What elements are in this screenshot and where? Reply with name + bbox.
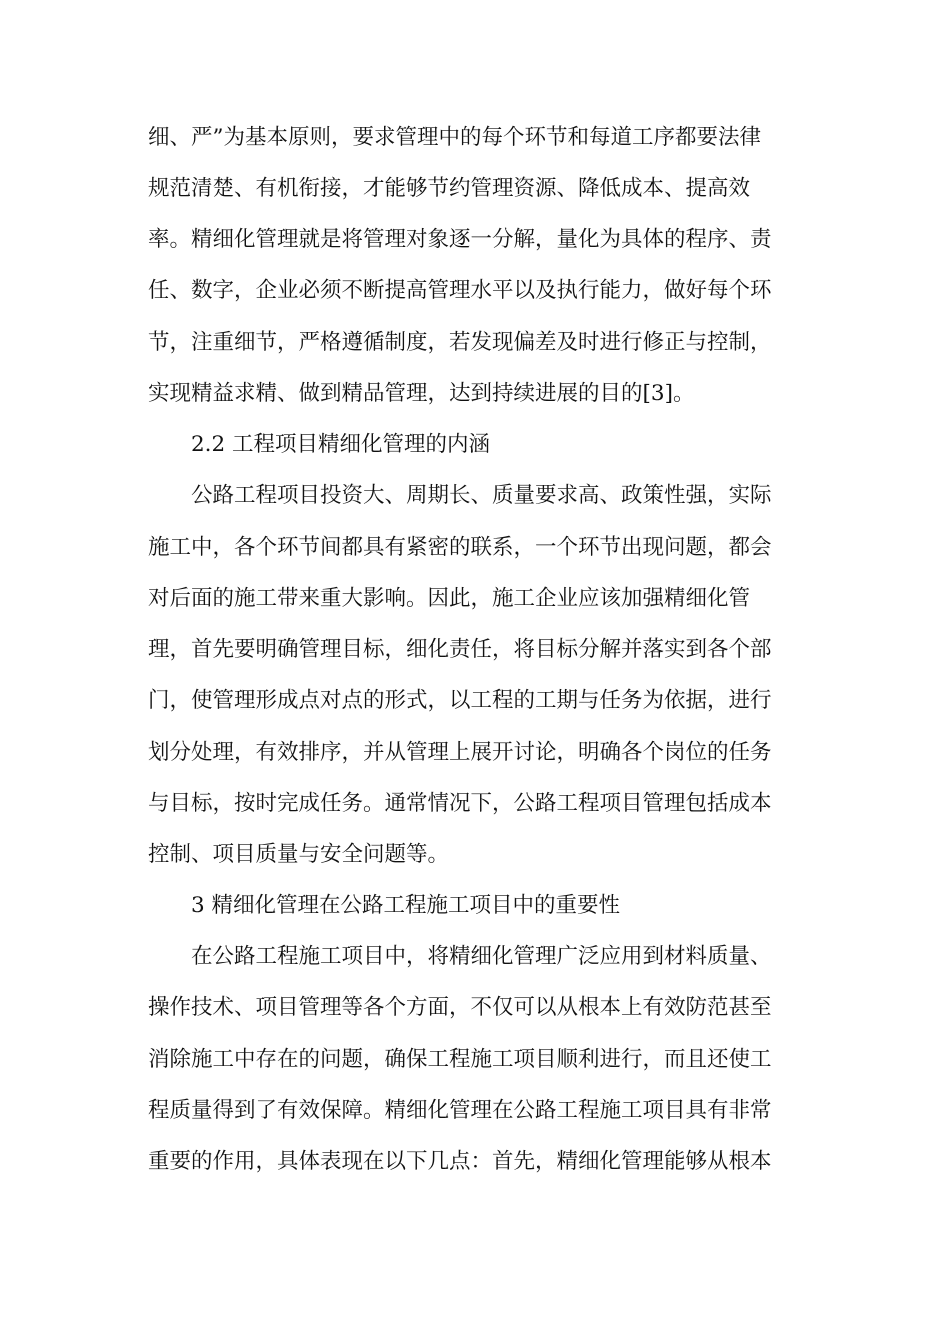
text-line: 细、严”为基本原则，要求管理中的每个环节和每道工序都要法律 bbox=[148, 125, 761, 150]
text-line: 任、数字，企业必须不断提高管理水平以及执行能力，做好每个环 bbox=[148, 278, 772, 303]
text-line: 理，首先要明确管理目标，细化责任，将目标分解并落实到各个部 bbox=[148, 637, 772, 662]
text-line: 消除施工中存在的问题，确保工程施工项目顺利进行，而且还使工 bbox=[148, 1047, 772, 1072]
text-line: 规范清楚、有机衔接，才能够节约管理资源、降低成本、提高效 bbox=[148, 176, 751, 201]
text-line: 公路工程项目投资大、周期长、质量要求高、政策性强，实际 bbox=[191, 483, 772, 508]
text-line: 程质量得到了有效保障。精细化管理在公路工程施工项目具有非常 bbox=[148, 1098, 772, 1123]
text-line: 率。精细化管理就是将管理对象逐一分解，量化为具体的程序、责 bbox=[148, 227, 772, 252]
text-line: 操作技术、项目管理等各个方面，不仅可以从根本上有效防范甚至 bbox=[148, 995, 772, 1020]
text-line: 门，使管理形成点对点的形式，以工程的工期与任务为依据，进行 bbox=[148, 688, 772, 713]
text-line: 对后面的施工带来重大影响。因此，施工企业应该加强精细化管 bbox=[148, 586, 751, 611]
text-line: 控制、项目质量与安全问题等。 bbox=[148, 842, 450, 867]
section-heading-2-2: 2.2 工程项目精细化管理的内涵 bbox=[191, 432, 491, 457]
text-line: 施工中，各个环节间都具有紧密的联系，一个环节出现问题，都会 bbox=[148, 535, 772, 560]
text-line: 与目标，按时完成任务。通常情况下，公路工程项目管理包括成本 bbox=[148, 791, 772, 816]
text-line: 划分处理，有效排序，并从管理上展开讨论，明确各个岗位的任务 bbox=[148, 740, 772, 765]
section-heading-3: 3 精细化管理在公路工程施工项目中的重要性 bbox=[191, 893, 621, 918]
text-line: 节，注重细节，严格遵循制度，若发现偏差及时进行修正与控制， bbox=[148, 330, 772, 355]
text-line: 重要的作用，具体表现在以下几点：首先，精细化管理能够从根本 bbox=[148, 1149, 772, 1174]
text-line: 实现精益求精、做到精品管理，达到持续进展的目的[3]。 bbox=[148, 381, 695, 406]
text-line: 在公路工程施工项目中，将精细化管理广泛应用到材料质量、 bbox=[191, 944, 772, 969]
